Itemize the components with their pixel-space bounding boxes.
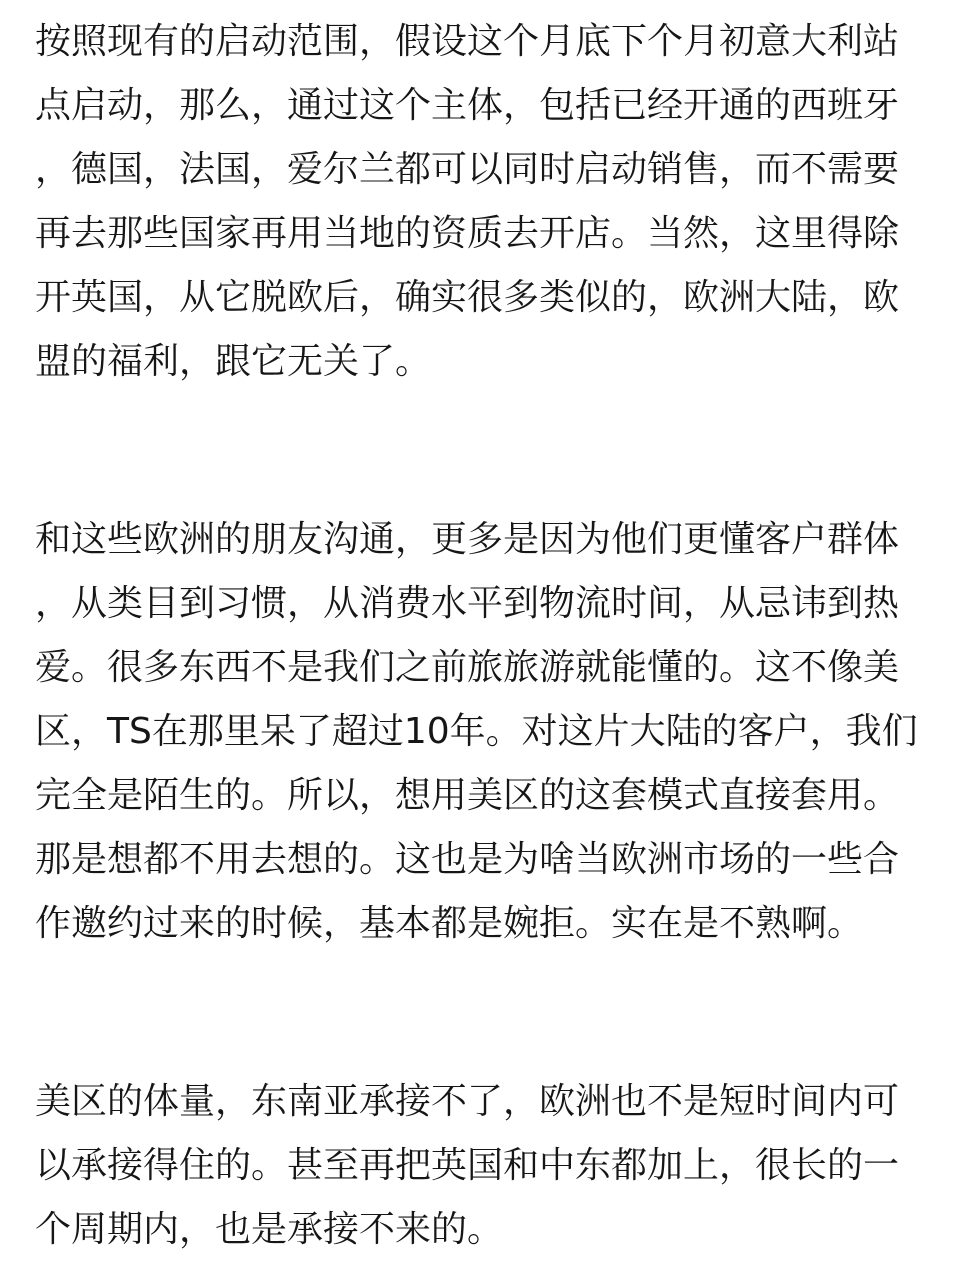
text-line: ，从类目到习惯，从消费水平到物流时间，从忌讳到热	[35, 583, 900, 624]
text-line: 以承接得住的。甚至再把英国和中东都加上，很长的一	[35, 1145, 900, 1186]
text-line: 完全是陌生的。所以，想用美区的这套模式直接套用。	[35, 775, 900, 816]
text-line: 爱。很多东西不是我们之前旅旅游就能懂的。这不像美	[35, 647, 900, 688]
text-line: 点启动，那么，通过这个主体，包括已经开通的西班牙	[35, 85, 900, 126]
text-line: 开英国，从它脱欧后，确实很多类似的，欧洲大陆，欧	[35, 277, 900, 318]
text-line: 盟的福利，跟它无关了。	[35, 341, 432, 382]
text-line: 作邀约过来的时候，基本都是婉拒。实在是不熟啊。	[35, 903, 864, 944]
article-body	[35, 10, 925, 1262]
paragraph-3	[35, 1070, 925, 1262]
text-line: 和这些欧洲的朋友沟通，更多是因为他们更懂客户群体	[35, 519, 900, 560]
text-line: 再去那些国家再用当地的资质去开店。当然，这里得除	[35, 213, 900, 254]
paragraph-2	[35, 508, 925, 956]
text-line: 个周期内，也是承接不来的。	[35, 1209, 504, 1250]
paragraph-spacer	[35, 394, 925, 508]
text-line: 那是想都不用去想的。这也是为啥当欧洲市场的一些合	[35, 839, 900, 880]
text-line: ，德国，法国，爱尔兰都可以同时启动销售，而不需要	[35, 149, 900, 190]
paragraph-1	[35, 10, 925, 394]
text-line: 按照现有的启动范围，假设这个月底下个月初意大利站	[35, 21, 900, 62]
text-line: 美区的体量，东南亚承接不了，欧洲也不是短时间内可	[35, 1081, 900, 1122]
paragraph-spacer	[35, 956, 925, 1070]
text-line: 区，TS在那里呆了超过10年。对这片大陆的客户，我们	[35, 711, 918, 752]
